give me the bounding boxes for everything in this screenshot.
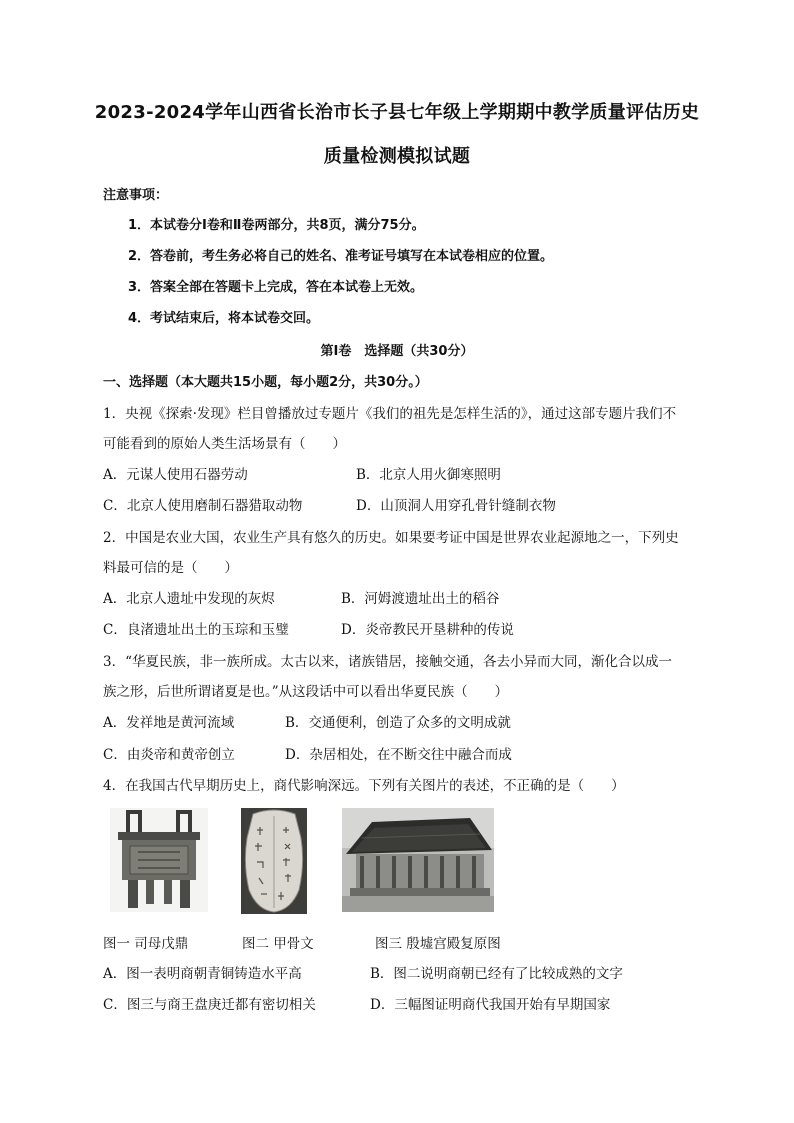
question-3-stem-line1: 3．“华夏民族，非一族所成。太古以来，诸族错居，接触交通，各去小异而大同，渐化合以成一 (103, 654, 672, 670)
question-4-option-a: A．图一表明商朝青铜铸造水平高 (103, 966, 302, 982)
figure-2-caption: 图二 甲骨文 (242, 936, 314, 952)
question-1-stem-line2: 可能看到的原始人类生活场景有（ ） (103, 436, 346, 452)
figure-3-yinxu-palace-image (342, 808, 494, 912)
question-1-option-c: C．北京人使用磨制石器猎取动物 (103, 498, 303, 514)
figure-2-oracle-bone-image (241, 808, 307, 914)
section-title: 第Ⅰ卷 选择题（共30分） (320, 344, 474, 359)
notes-heading: 注意事项： (103, 188, 169, 203)
question-2-option-b: B．河姆渡遗址出土的稻谷 (341, 591, 500, 607)
note-item: 1．本试卷分Ⅰ卷和Ⅱ卷两部分，共8页，满分75分。 (128, 218, 425, 233)
question-1-stem-line1: 1．央视《探索·发现》栏目曾播放过专题片《我们的祖先是怎样生活的》，通过这部专题片我们不 (103, 406, 677, 422)
question-2-option-c: C．良渚遗址出土的玉琮和玉璧 (103, 622, 289, 638)
question-4-option-d: D．三幅图证明商代我国开始有早期国家 (370, 997, 611, 1013)
question-3-option-b: B．交通便利，创造了众多的文明成就 (285, 715, 511, 731)
question-2-stem-line1: 2．中国是农业大国，农业生产具有悠久的历史。如果要考证中国是世界农业起源地之一，下列史 (103, 530, 679, 546)
note-item: 4．考试结束后，将本试卷交回。 (128, 311, 320, 326)
question-4-option-b: B．图二说明商朝已经有了比较成熟的文字 (370, 966, 623, 982)
question-2-option-a: A．北京人遗址中发现的灰烬 (103, 591, 275, 607)
exam-title-line1: 2023-2024学年山西省长治市长子县七年级上学期期中教学质量评估历史 (94, 102, 700, 123)
figure-1-caption: 图一 司母戊鼎 (103, 936, 189, 952)
question-2-option-d: D．炎帝教民开垦耕种的传说 (341, 622, 514, 638)
question-1-option-b: B．北京人用火御寒照明 (356, 467, 501, 483)
question-4-stem: 4．在我国古代早期历史上，商代影响深远。下列有关图片的表述，不正确的是（ ） (103, 778, 625, 794)
exam-title-line2: 质量检测模拟试题 (323, 146, 471, 167)
question-1-option-d: D．山顶洞人用穿孔骨针缝制衣物 (356, 498, 556, 514)
note-item: 3．答案全部在答题卡上完成，答在本试卷上无效。 (128, 280, 424, 295)
figure-1-bronze-ding-image (110, 808, 208, 912)
part-title: 一、选择题（本大题共15小题，每小题2分，共30分。） (103, 375, 428, 390)
question-4-option-c: C．图三与商王盘庚迁都有密切相关 (103, 997, 316, 1013)
question-2-stem-line2: 料最可信的是（ ） (103, 560, 238, 576)
question-3-option-c: C．由炎帝和黄帝创立 (103, 747, 235, 763)
question-3-option-d: D．杂居相处，在不断交往中融合而成 (285, 747, 512, 763)
note-item: 2．答卷前，考生务必将自己的姓名、准考证号填写在本试卷相应的位置。 (128, 249, 554, 264)
figure-3-caption: 图三 殷墟宫殿复原图 (375, 936, 501, 952)
question-1-option-a: A．元谋人使用石器劳动 (103, 467, 248, 483)
question-3-stem-line2: 族之形，后世所谓诸夏是也。”从这段话中可以看出华夏民族（ ） (103, 684, 509, 700)
question-3-option-a: A．发祥地是黄河流域 (103, 715, 235, 731)
